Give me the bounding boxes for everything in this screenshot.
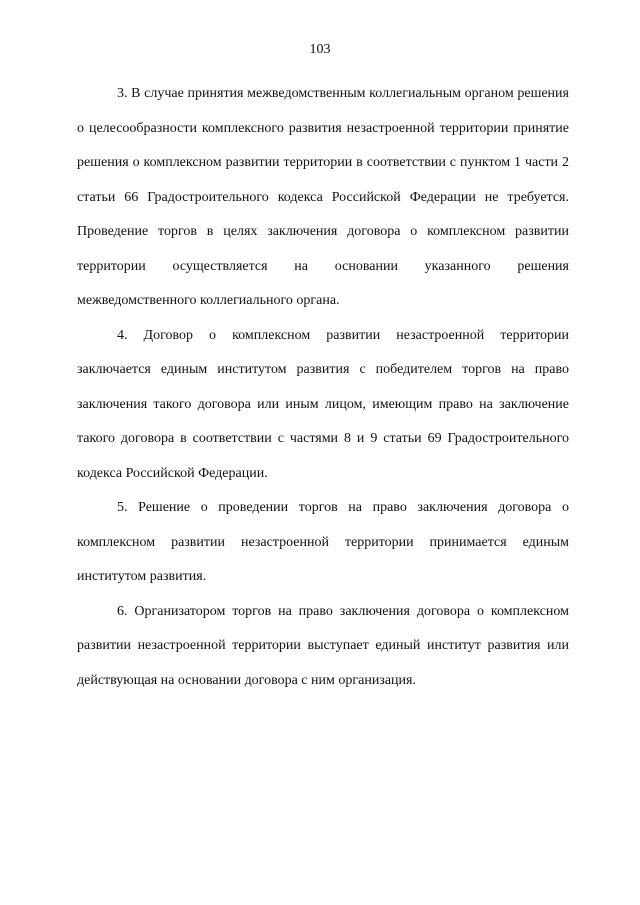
- paragraph-4: 4. Договор о комплексном развитии незастроенной территории заключается единым институтом развития с победителем торгов на право заключения такого договора или иным лицом, имеющим право на заключение такого договора в соответствии с частями 8 и 9 статьи 69 Градостроительного кодекса Российской Федерации.: [77, 327, 569, 481]
- paragraph-3: 3. В случае принятия межведомственным коллегиальным органом решения о целесообразности комплексного развития незастроенной территории принятие решения о комплексном развитии территории в соответствии с пунктом 1 части 2 статьи 66 Градостроительного кодекса Российской Федерации не требуется. Проведение торгов в целях заключения договора о комплексном развитии территории осуществляется на основании указанного решения межведомственного коллегиального органа.: [77, 86, 569, 308]
- paragraph-6: 6. Организатором торгов на право заключения договора о комплексном развитии незастроенной территории выступает единый институт развития или действующая на основании договора с ним организация.: [77, 603, 569, 688]
- page-number: 103: [309, 42, 331, 57]
- document-body: [77, 77, 569, 698]
- paragraph-5: 5. Решение о проведении торгов на право заключения договора о комплексном развитии незастроенной территории принимается единым институтом развития.: [77, 500, 569, 584]
